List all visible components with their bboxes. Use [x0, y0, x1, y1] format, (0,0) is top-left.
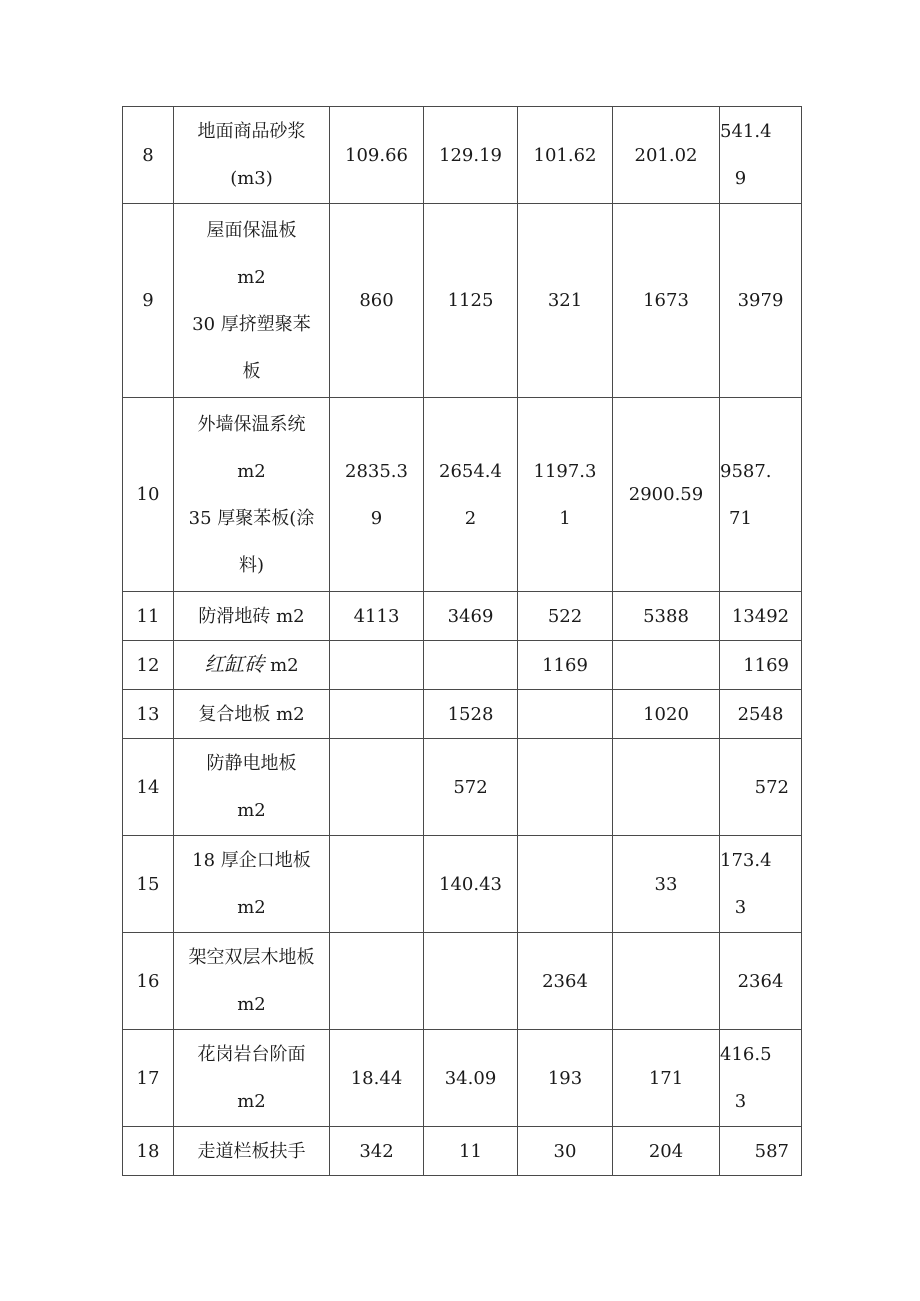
- qty-col-4: 2900.59: [613, 398, 720, 592]
- qty-col-1: [330, 933, 424, 1030]
- qty-col-1: 4113: [330, 592, 424, 641]
- qty-col-2: 34.09: [424, 1030, 518, 1127]
- row-number: 13: [123, 690, 174, 739]
- qty-col-1: 2835.3 9: [330, 398, 424, 592]
- qty-col-1: [330, 739, 424, 836]
- qty-col-3: 193: [518, 1030, 613, 1127]
- table-row: [123, 933, 802, 1030]
- row-number: 10: [123, 398, 174, 592]
- table-row: [123, 592, 802, 641]
- qty-total: 1169: [720, 641, 802, 690]
- table-row: [123, 739, 802, 836]
- row-number: 15: [123, 836, 174, 933]
- qty-col-4: 33: [613, 836, 720, 933]
- qty-col-3: 30: [518, 1127, 613, 1176]
- row-number: 11: [123, 592, 174, 641]
- qty-total: 173.4 3: [720, 836, 802, 933]
- qty-col-4: 5388: [613, 592, 720, 641]
- qty-col-1: 342: [330, 1127, 424, 1176]
- qty-col-2: 1125: [424, 204, 518, 398]
- qty-col-2: 140.43: [424, 836, 518, 933]
- qty-col-3: [518, 690, 613, 739]
- qty-total: 416.5 3: [720, 1030, 802, 1127]
- qty-col-3: [518, 739, 613, 836]
- item-name: 走道栏板扶手: [174, 1127, 330, 1176]
- qty-col-1: [330, 641, 424, 690]
- row-number: 17: [123, 1030, 174, 1127]
- item-name: 防静电地板 m2: [174, 739, 330, 836]
- qty-col-1: [330, 690, 424, 739]
- qty-col-2: 572: [424, 739, 518, 836]
- qty-total: 13492: [720, 592, 802, 641]
- item-name: 防滑地砖 m2: [174, 592, 330, 641]
- table-row: [123, 1127, 802, 1176]
- qty-col-2: [424, 933, 518, 1030]
- row-number: 12: [123, 641, 174, 690]
- qty-col-4: 171: [613, 1030, 720, 1127]
- table-row: [123, 690, 802, 739]
- row-number: 14: [123, 739, 174, 836]
- qty-col-2: 129.19: [424, 107, 518, 204]
- qty-total: 541.4 9: [720, 107, 802, 204]
- qty-col-3: 2364: [518, 933, 613, 1030]
- qty-col-4: 1020: [613, 690, 720, 739]
- qty-total: 2364: [720, 933, 802, 1030]
- quantity-table: [122, 106, 802, 1176]
- qty-col-1: [330, 836, 424, 933]
- qty-col-1: 109.66: [330, 107, 424, 204]
- qty-total: 2548: [720, 690, 802, 739]
- qty-col-3: 1197.3 1: [518, 398, 613, 592]
- item-name: 18 厚企口地板 m2: [174, 836, 330, 933]
- qty-col-2: 3469: [424, 592, 518, 641]
- qty-col-4: [613, 739, 720, 836]
- qty-col-4: 204: [613, 1127, 720, 1176]
- item-name: 地面商品砂浆 (m3): [174, 107, 330, 204]
- qty-total: 587: [720, 1127, 802, 1176]
- item-name: 花岗岩台阶面 m2: [174, 1030, 330, 1127]
- table-row: [123, 107, 802, 204]
- table-row: [123, 1030, 802, 1127]
- qty-total: 9587. 71: [720, 398, 802, 592]
- qty-col-2: 11: [424, 1127, 518, 1176]
- qty-total: 3979: [720, 204, 802, 398]
- qty-col-4: 201.02: [613, 107, 720, 204]
- item-name: 红缸砖 m2: [174, 641, 330, 690]
- qty-col-2: 1528: [424, 690, 518, 739]
- item-name: 复合地板 m2: [174, 690, 330, 739]
- qty-col-4: [613, 641, 720, 690]
- item-name: 外墙保温系统 m2 35 厚聚苯板(涂 料): [174, 398, 330, 592]
- row-number: 8: [123, 107, 174, 204]
- qty-total: 572: [720, 739, 802, 836]
- qty-col-3: 522: [518, 592, 613, 641]
- table-row: [123, 836, 802, 933]
- qty-col-1: 860: [330, 204, 424, 398]
- qty-col-3: [518, 836, 613, 933]
- row-number: 18: [123, 1127, 174, 1176]
- table-row: [123, 204, 802, 398]
- qty-col-1: 18.44: [330, 1030, 424, 1127]
- qty-col-4: 1673: [613, 204, 720, 398]
- qty-col-2: [424, 641, 518, 690]
- qty-col-4: [613, 933, 720, 1030]
- row-number: 16: [123, 933, 174, 1030]
- row-number: 9: [123, 204, 174, 398]
- qty-col-3: 1169: [518, 641, 613, 690]
- table-row: [123, 641, 802, 690]
- qty-col-3: 101.62: [518, 107, 613, 204]
- table-row: [123, 398, 802, 592]
- item-name: 屋面保温板 m2 30 厚挤塑聚苯 板: [174, 204, 330, 398]
- qty-col-3: 321: [518, 204, 613, 398]
- item-name: 架空双层木地板 m2: [174, 933, 330, 1030]
- qty-col-2: 2654.4 2: [424, 398, 518, 592]
